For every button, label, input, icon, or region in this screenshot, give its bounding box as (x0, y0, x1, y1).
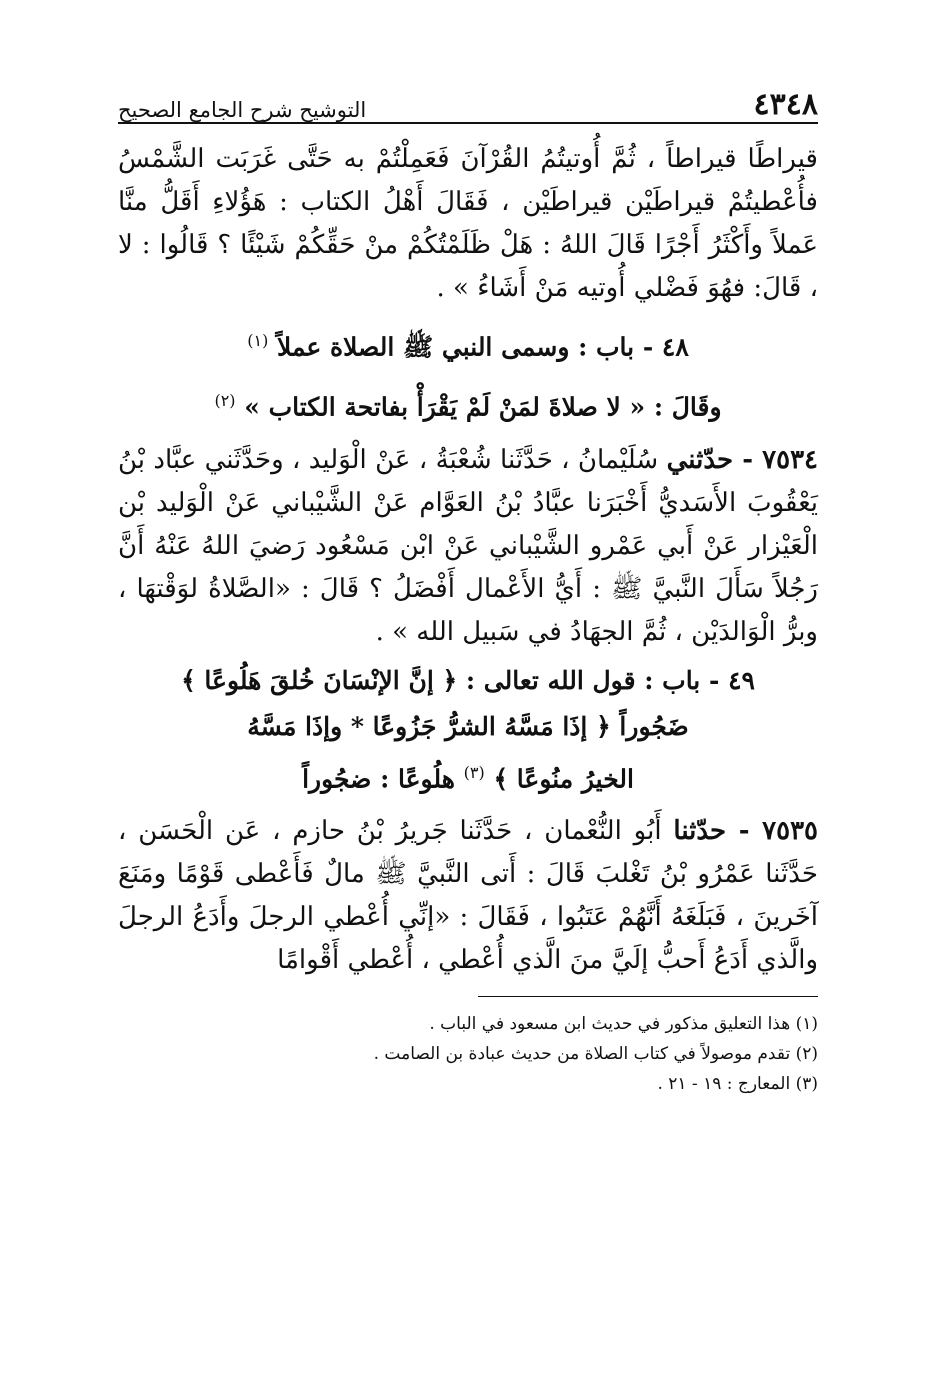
continuation-paragraph: قيراطًا قيراطاً ، ثُمَّ أُوتيتُمُ القُرْآنَ فَعَمِلْتُمْ به حَتَّى غَرَبَت الشَّمْسُ فأُعْطيتُمْ قيراطَيْن قيراطَيْن ، فَقَالَ أَهْلُ الكتاب : هَؤُلاءِ أَقَلُّ منَّا عَملاً وأَكْثَرُ أَجْرًا قَالَ اللهُ : هَلْ ظَلَمْتُكُمْ منْ حَقِّكُمْ شَيْئًا ؟ قَالُوا : لا ، قَالَ: فهُوَ فَضْلي أُوتيه مَنْ أَشَاءُ » . (118, 144, 818, 303)
chapter-49-verse-end: الخيرُ منُوعًا ﴾ (493, 763, 634, 793)
chapter-48-heading (118, 318, 818, 370)
chapter-49-line-2: ضَجُوراً ﴿ إذَا مَسَّهُ الشرُّ جَزُوعًا * وإذَا مَسَّهُ (247, 711, 689, 741)
footnote-2: (٢) تقدم موصولاً في كتاب الصلاة من حديث عبادة بن الصامت . (373, 1043, 818, 1064)
hadith-7535 (118, 810, 818, 982)
chapter-49-line-3 (118, 750, 818, 802)
page-number: ٤٣٤٨ (753, 87, 818, 122)
book-page (118, 78, 818, 1099)
hadith-7535-lead: حدّثنا (673, 815, 739, 846)
footnote-3: (٣) المعارج : ١٩ - ٢١ . (657, 1073, 818, 1094)
hadith-7534-lead: حدّثني (666, 444, 743, 475)
hadith-7534 (118, 439, 818, 654)
footnote-1: (١) هذا التعليق مذكور في حديث ابن مسعود في الباب . (429, 1013, 818, 1034)
chapter-49-line-1: ٤٩ - باب : قول الله تعالى : ﴿ إنَّ الإنْسَانَ خُلقَ هَلُوعًا ﴾ (181, 665, 755, 695)
running-title: التوشيح شرح الجامع الصحيح (118, 98, 367, 122)
footnotes-section (373, 996, 818, 1099)
footnote-ref-1: (١) (247, 331, 269, 350)
chapter-48-quote (118, 378, 818, 430)
hadith-7535-number: ٧٥٣٥ - (738, 815, 819, 846)
chapter-48-quote-text: وقَالَ : « لا صلاةَ لمَنْ لَمْ يَقْرَأْ بفاتحة الكتاب » (244, 392, 722, 422)
page-header (118, 78, 818, 124)
hadith-7535-text: أَبُو النُّعْمان ، حَدَّثَنا جَريرُ بْنُ حازم ، عَن الْحَسَن ، حَدَّثَنا عَمْرُو بْنُ تَغْلبَ قَالَ : أَتى النَّبيَّ ﷺ مالٌ فَأَعْطى قَوْمًا ومَنَعَ آخَرينَ ، فَبَلَغَهُ أَنَّهُمْ عَتَبُوا ، فَقَالَ : «إنِّي أُعْطي الرجلَ وأَدَعُ الرجلَ والَّذي أَدَعُ أَحبُّ إلَيَّ منَ الَّذي أُعْطي ، أُعْطي أَقْوامًا (118, 815, 818, 975)
footnote-ref-3: (٣) (463, 762, 485, 782)
chapter-48-title: ٤٨ - باب : وسمى النبي ﷺ الصلاة عملاً (277, 332, 689, 362)
hadith-7534-number: ٧٥٣٤ - (742, 444, 819, 475)
chapter-49-gloss: هلُوعًا : ضجُوراً (302, 763, 455, 793)
footnote-ref-2: (٢) (214, 391, 236, 411)
hadith-7534-text: سُلَيْمانُ ، حَدَّثَنا شُعْبَةُ ، عَنْ الْوَليد ، وحَدَّثَني عبَّاد بْنُ يَعْقُوبَ الأَسَديُّ أَخْبَرَنا عبَّادُ بْنُ العَوَّام عَنْ الشَّيْباني عَنْ الْوَليد بْن الْعَيْزار عَنْ أَبي عَمْرو الشَّيْباني عَنْ ابْن مَسْعُود رَضيَ اللهُ عَنْهُ أَنَّ رَجُلاً سَأَلَ النَّبيَّ ﷺ : أَيُّ الأَعْمال أَفْضَلُ ؟ قَالَ : «الصَّلاةُ لوَقْتهَا ، وبرُّ الْوَالدَيْن ، ثُمَّ الجهَادُ في سَبيل الله » . (118, 444, 818, 647)
chapter-49-heading (118, 658, 818, 802)
page-body (118, 138, 818, 982)
